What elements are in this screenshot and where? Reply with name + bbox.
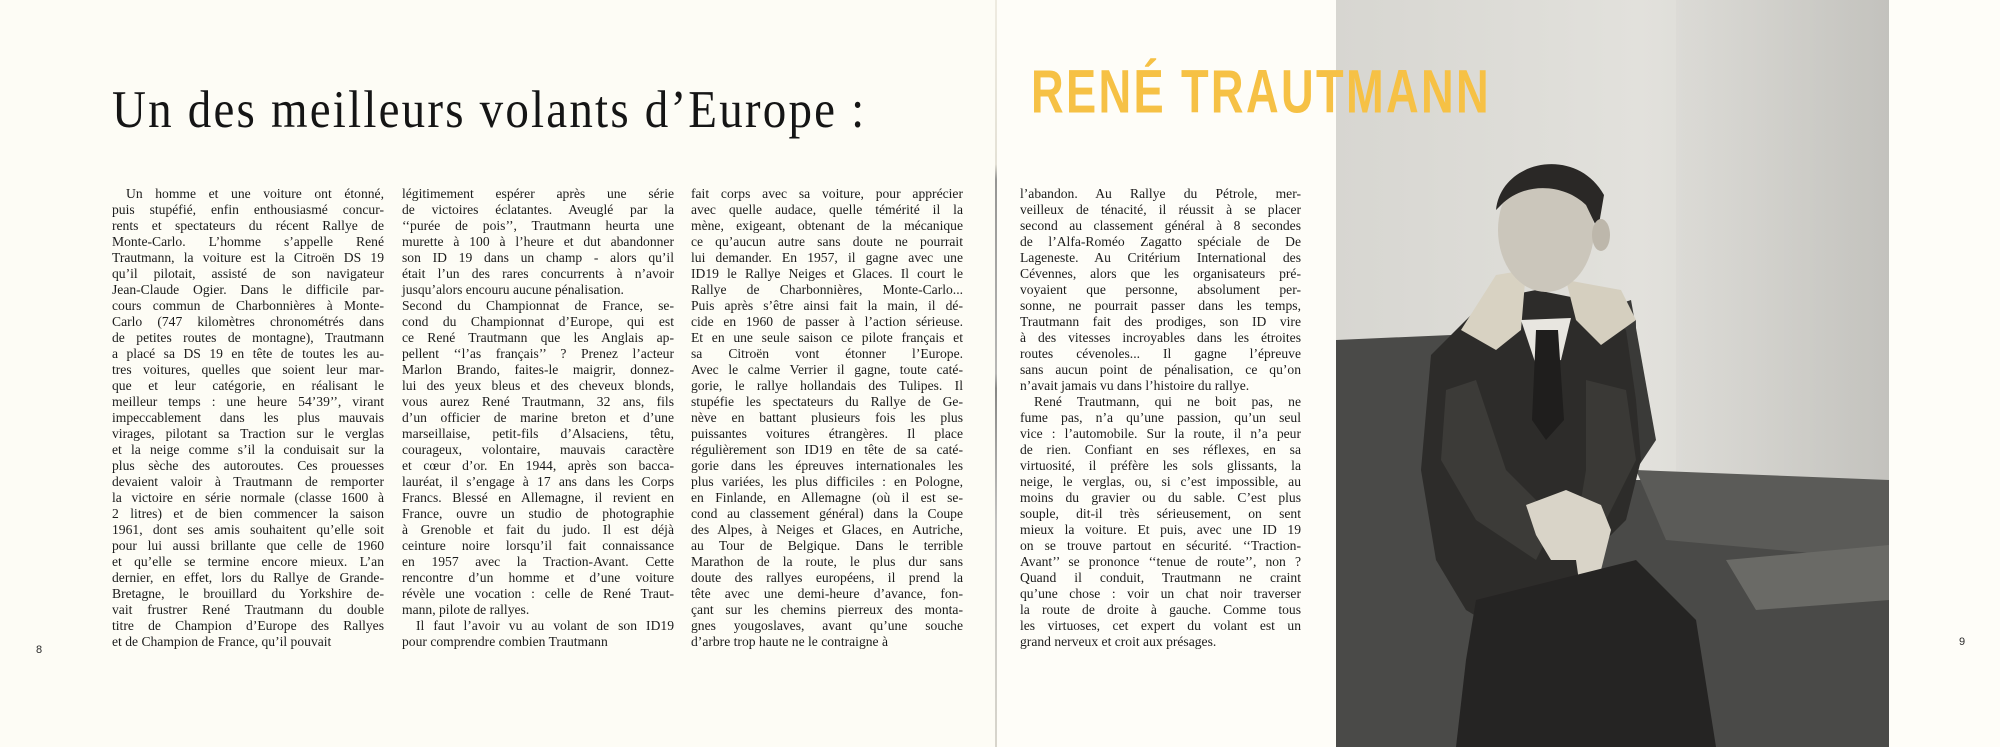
text-line: et qu’elle se termine encore mieux. L’an xyxy=(112,554,384,569)
text-line: sa Citroën vont étonner l’Europe. xyxy=(691,346,963,361)
text-line: mène, exigeant, obtenant de la mécanique xyxy=(691,218,963,233)
text-line: stupéfie les spectateurs du Rallye de Ge- xyxy=(691,394,963,409)
text-line: Avant’’ se prononce ‘‘tenue de route’’, non ? xyxy=(1020,554,1301,569)
text-line: sans aucun point de pénalisation, ce qu’on xyxy=(1020,362,1301,377)
text-line: nève en battant plusieurs fois les plus xyxy=(691,410,963,425)
text-line: souple, dit-il très sérieusement, on sent xyxy=(1020,506,1301,521)
text-line: Lageneste. Au Critérium International des xyxy=(1020,250,1301,265)
text-line: au Tour de Belgique. Dans le terrible xyxy=(691,538,963,553)
text-line: vous aurez René Trautmann, 32 ans, fils xyxy=(402,394,674,409)
text-line: puis stupéfié, enfin enthousiasmé concur- xyxy=(112,202,384,217)
text-line: plus sèche des autoroutes. Ces prouesses xyxy=(112,458,384,473)
text-line: Trautmann fait des prodiges, son ID vire xyxy=(1020,314,1301,329)
text-line: René Trautmann, qui ne boit pas, ne xyxy=(1034,394,1301,409)
text-line: d’un officier de marine breton et d’une xyxy=(402,410,674,425)
text-line: ce René Trautmann que les Anglais ap- xyxy=(402,330,674,345)
text-line: pour comprendre combien Trautmann xyxy=(402,634,608,649)
page-gutter xyxy=(995,0,997,747)
text-line: titre de Champion d’Europe des Rallyes xyxy=(112,618,384,633)
subject-name-headline: RENÉ TRAUTMANN xyxy=(1031,57,1492,127)
text-line: vice : l’automobile. Sur la route, il n’a peur xyxy=(1020,426,1301,441)
text-line: ‘‘purée de pois’’, Trautmann heurta une xyxy=(402,218,674,233)
text-line: mann, pilote de rallyes. xyxy=(402,602,530,617)
article-headline: Un des meilleurs volants d’Europe : xyxy=(112,81,867,140)
text-line: Et en une seule saison ce pilote français et xyxy=(691,330,963,345)
text-line: fume pas, n’a qu’une passion, qu’un seul xyxy=(1020,410,1301,425)
text-line: lui des yeux bleus et des cheveux blonds, xyxy=(402,378,674,393)
ear xyxy=(1592,219,1610,251)
text-line: cours commun de Charbonnières à Monte- xyxy=(112,298,384,313)
text-line: 1961, dont ses amis souhaitent qu’elle soit xyxy=(112,522,384,537)
text-line: second au classement général à 8 secondes xyxy=(1020,218,1301,233)
text-line: de l’Alfa-Roméo Zagatto spéciale de De xyxy=(1020,234,1301,249)
text-line: avec quelle audace, quelle témérité il la xyxy=(691,202,963,217)
text-line: Trautmann, la voiture est la Citroën DS 19 xyxy=(112,250,384,265)
text-line: Avec le calme Verrier il gagne, toute caté- xyxy=(691,362,963,377)
text-column-1 xyxy=(112,186,384,650)
text-line: rents et spectateurs du récent Rallye de xyxy=(112,218,384,233)
text-line: révèle une vocation : celle de René Traut- xyxy=(402,586,674,601)
text-line: Carlo (747 kilomètres chronométrés dans xyxy=(112,314,384,329)
page-number-left: 8 xyxy=(36,644,43,656)
text-line: doute des rallyes européens, il prend la xyxy=(691,570,963,585)
text-line: gorie dans les épreuves internationales les xyxy=(691,458,963,473)
text-line: les virtuoses, cet expert du volant est un xyxy=(1020,618,1301,633)
text-line: Bretagne, le brouillard du Yorkshire de- xyxy=(112,586,384,601)
text-line: ceinture noire lorsqu’il fait connaissance xyxy=(402,538,674,553)
text-line: grand nerveux et croit aux présages. xyxy=(1020,634,1217,649)
text-line: dernier, en effet, lors du Rallye de Grande- xyxy=(112,570,384,585)
text-line: et la neige comme s’il la conduisait sur la xyxy=(112,442,384,457)
text-line: meilleur temps : une heure 54’39’’, virant xyxy=(112,394,384,409)
text-line: des Alpes, à Neiges et Glaces, en Autriche, xyxy=(691,522,963,537)
text-line: murette à 100 à l’heure et dut abandonner xyxy=(402,234,674,249)
text-line: d’arbre trop haute ne le contraigne à xyxy=(691,634,889,649)
text-line: régulièrement son ID19 en tête de sa caté- xyxy=(691,442,963,457)
text-line: à Grenoble et fait du judo. Il est déjà xyxy=(402,522,674,537)
text-line: Marathon de la route, le plus dur sans xyxy=(691,554,963,569)
text-line: de rien. Confiant en ses réflexes, en sa xyxy=(1020,442,1301,457)
text-line: Second du Championnat de France, se- xyxy=(402,298,674,313)
text-line: Quand il conduit, Trautmann ne craint xyxy=(1020,570,1301,585)
text-line: rencontre d’un homme et d’une voiture xyxy=(402,570,674,585)
text-line: France, ouvre un studio de photographie xyxy=(402,506,674,521)
text-line: veilleux de ténacité, il réussit à se placer xyxy=(1020,202,1301,217)
text-line: Monte-Carlo. L’homme s’appelle René xyxy=(112,234,384,249)
text-line: de petites routes de montagne), Trautmann xyxy=(112,330,384,345)
text-line: sonne, ne pourrait passer dans les temps, xyxy=(1020,298,1301,313)
text-line: pour lui aussi brillante que celle de 1960 xyxy=(112,538,384,553)
text-line: Jean-Claude Ogier. Dans le difficile par- xyxy=(112,282,384,297)
text-line: la route de droite à gauche. Comme tous xyxy=(1020,602,1301,617)
text-line: puissantes voitures étrangères. Il place xyxy=(691,426,963,441)
text-line: n’avait jamais vu dans l’histoire du rallye. xyxy=(1020,378,1250,393)
text-line: cond au classement général) dans la Coupe xyxy=(691,506,963,521)
text-line: Francs. Blessé en Allemagne, il revient en xyxy=(402,490,674,505)
text-line: cide en 1960 de passer à l’action sérieuse. xyxy=(691,314,963,329)
text-line: de victoires éclatantes. Aveuglé par la xyxy=(402,202,674,217)
text-line: son ID 19 dans un champ - alors qu’il xyxy=(402,250,674,265)
text-line: lui demander. En 1957, il gagne avec une xyxy=(691,250,963,265)
text-line: tres voitures, quelles que soient leur mar- xyxy=(112,362,384,377)
text-line: mieux la voiture. Et puis, avec une ID 19 xyxy=(1020,522,1301,537)
text-line: jusqu’alors encouru aucune pénalisation. xyxy=(402,282,624,297)
text-line: çant sur les chemins pierreux des monta- xyxy=(691,602,963,617)
text-line: impeccablement dans les plus mauvais xyxy=(112,410,384,425)
text-column-2 xyxy=(402,186,674,650)
text-column-3 xyxy=(691,186,963,650)
text-line: l’abandon. Au Rallye du Pétrole, mer- xyxy=(1020,186,1301,201)
text-line: gnes yougoslaves, avant qu’une souche xyxy=(691,618,963,633)
text-line: moins du gravier ou du sable. C’est plus xyxy=(1020,490,1301,505)
text-line: Cévennes, alors que les organisateurs pré- xyxy=(1020,266,1301,281)
text-line: Un homme et une voiture ont étonné, xyxy=(126,186,384,201)
text-line: voyaient que personne, absolument per- xyxy=(1020,282,1301,297)
text-line: 2 litres) et de bien commencer la saison xyxy=(112,506,384,521)
text-column-4 xyxy=(1020,186,1301,650)
text-line: virtuosité, il préfère les sols glissants, la xyxy=(1020,458,1301,473)
text-line: et de Champion de France, qu’il pouvait xyxy=(112,634,332,649)
text-line: vait frustrer René Trautmann du double xyxy=(112,602,384,617)
text-line: ce qu’aucun autre sans doute ne pourrait xyxy=(691,234,963,249)
text-line: a placé sa DS 19 en tête de toutes les au- xyxy=(112,346,384,361)
text-line: on se trouve partout en sécurité. ‘‘Traction- xyxy=(1020,538,1301,553)
text-line: cond du Championnat d’Europe, qui est xyxy=(402,314,674,329)
text-line: Marlon Brando, faites-le maigrir, donnez- xyxy=(402,362,674,377)
text-line: ID19 le Rallye Neiges et Glaces. Il court le xyxy=(691,266,963,281)
text-line: tête avec une demi-heure d’avance, fon- xyxy=(691,586,963,601)
text-line: courageux, volontaire, mauvais caractère xyxy=(402,442,674,457)
text-line: que et leur catégorie, en réalisant le xyxy=(112,378,384,393)
text-line: la victoire en série normale (classe 1600 à xyxy=(112,490,384,505)
text-line: fait corps avec sa voiture, pour apprécier xyxy=(691,186,963,201)
text-line: routes cévenoles... Il gagne l’épreuve xyxy=(1020,346,1301,361)
text-line: et cœur d’or. En 1944, après son bacca- xyxy=(402,458,674,473)
page-number-right: 9 xyxy=(1959,636,1966,648)
text-line: Puis après s’être ainsi fait la main, il dé- xyxy=(691,298,963,313)
text-line: virages, pilotant sa Traction sur le verglas xyxy=(112,426,384,441)
text-line: qu’une chose : voir un chat noir traverser xyxy=(1020,586,1301,601)
text-line: en Finlande, en Allemagne (où il est se- xyxy=(691,490,963,505)
text-line: neige, le verglas, ou, si c’est impossible, au xyxy=(1020,474,1301,489)
text-line: gorie, le rallye hollandais des Tulipes. Il xyxy=(691,378,963,393)
text-line: devaient valoir à Trautmann de remporter xyxy=(112,474,384,489)
text-line: Il faut l’avoir vu au volant de son ID19 xyxy=(416,618,674,633)
text-line: pellent ‘‘l’as français’’ ? Prenez l’acteur xyxy=(402,346,674,361)
text-line: en 1957 avec la Traction-Avant. Cette xyxy=(402,554,674,569)
text-line: était l’un des rares concurrents à n’avoir xyxy=(402,266,674,281)
text-line: lauréat, il s’engage à 17 ans dans les Corps xyxy=(402,474,674,489)
text-line: plus variées, les plus difficiles : en Pologne, xyxy=(691,474,963,489)
text-line: légitimement espérer après une série xyxy=(402,186,674,201)
text-line: Rallye de Charbonnières, Monte-Carlo... xyxy=(691,282,963,297)
text-line: à des vitesses incroyables dans les étroites xyxy=(1020,330,1301,345)
text-line: qu’il pilotait, assisté de son navigateur xyxy=(112,266,384,281)
text-line: marseillaise, petit-fils d’Alsaciens, têtu, xyxy=(402,426,674,441)
